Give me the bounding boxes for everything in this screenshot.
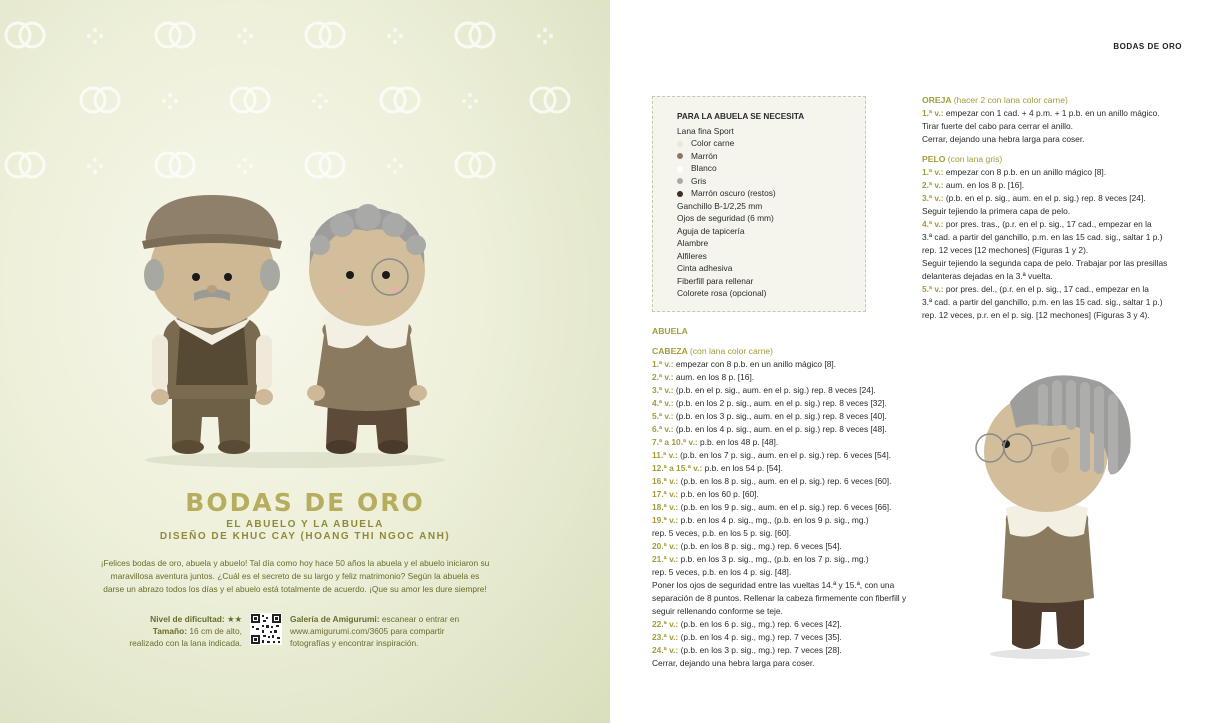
step-line: 2.ª v.: aum. en los 8 p. [16]. <box>652 372 755 382</box>
yarn-label: Lana fina Sport <box>677 125 734 136</box>
section-oreja: OREJA (hacer 2 con lana color carne) <box>922 95 1068 105</box>
step-line-cont: 3.ª cad. a partir del ganchillo, p.m. en las 15 cad. sig., saltar 1 p.) <box>922 297 1163 307</box>
materials-item: Aguja de tapicería <box>677 225 745 236</box>
designer-credit: DISEÑO DE KHUC CAY (HOANG THI NGOC ANH) <box>159 531 451 542</box>
step-line: 1.ª v.: empezar con 8 p.b. en un anillo mágico [8]. <box>652 359 837 369</box>
materials-box <box>652 96 866 312</box>
step-line: 2.ª v.: aum. en los 8 p. [16]. <box>922 180 1025 190</box>
color-item: Marrón <box>677 150 865 163</box>
section-pelo: PELO (con lana gris) <box>922 154 1003 164</box>
pelo-text: delanteras dejadas en la 3.ª vuelta. <box>922 271 1053 281</box>
step-line: 11.ª v.: (p.b. en los 7 p. sig., aum. en el p. sig.) rep. 6 veces [54]. <box>652 450 891 460</box>
size-note: realizado con la lana indicada. <box>129 638 242 648</box>
section-abuela: ABUELA <box>652 326 688 336</box>
swatch-icon <box>677 166 683 172</box>
color-item: Color carne <box>677 137 865 150</box>
size-label: Tamaño: <box>152 626 188 636</box>
swatch-icon <box>677 141 683 147</box>
step-line-cont: 3.ª cad. a partir del ganchillo, p.m. en las 15 cad. sig., saltar 1 p.) <box>922 232 1163 242</box>
color-item: Marrón oscuro (restos) <box>677 187 865 200</box>
step-line: 24.ª v.: (p.b. en los 3 p. sig., mg.) rep. 7 veces [28]. <box>652 645 842 655</box>
materials-item: Alambre <box>677 238 709 248</box>
step-line: 5.ª v.: por pres. del., (p.r. en el p. sig., 17 cad., empezar en la <box>922 284 1149 294</box>
oreja-text: Cerrar, dejando una hebra larga para coser. <box>922 134 1085 144</box>
cabeza-paragraph: Poner los ojos de seguridad entre las vueltas 14.ª y 15.ª, con una separación de 8 puntos. Rellenar la cabeza firmemente con fiberfill y seguir rellenando conforme se teje. <box>652 580 907 616</box>
size-value: 16 cm de alto, <box>189 626 242 636</box>
step-line-cont: rep. 12 veces [12 mechones] (Figuras 1 y 2). <box>922 245 1089 255</box>
gallery-text: escanear o entrar en <box>381 614 460 624</box>
step-line: 4.ª v.: (p.b. en los 2 p. sig., aum. en el p. sig.) rep. 8 veces [32]. <box>652 398 887 408</box>
oreja-text: Tirar fuerte del cabo para cerrar el anillo. <box>922 121 1073 131</box>
intro-text: ¡Felices bodas de oro, abuela y abuelo! Tal día como hoy hace 50 años la abuela y el abuelo iniciaron su maravillosa aventura juntos. ¿Cuál es el secreto de su largo y feliz matrimonio? Según la abuela es darse un abrazo todos los días y el abuelo está totalmente de acuerdo. ¡Que su amor les dure siempre! <box>100 558 490 594</box>
step-line: 6.ª v.: (p.b. en los 4 p. sig., aum. en el p. sig.) rep. 8 veces [48]. <box>652 424 887 434</box>
step-line: 3.ª v.: (p.b. en el p. sig., aum. en el p. sig.) rep. 8 veces [24]. <box>652 385 876 395</box>
swatch-icon <box>677 178 683 184</box>
materials-item: Cinta adhesiva <box>677 263 733 273</box>
materials-item: Colorete rosa (opcional) <box>677 288 767 298</box>
step-line: 18.ª v.: (p.b. en los 9 p. sig., aum. en el p. sig.) rep. 6 veces [66]. <box>652 502 892 512</box>
instructions-column-1 <box>652 325 907 670</box>
step-line: 1.ª v.: empezar con 8 p.b. en un anillo mágico [8]. <box>922 167 1107 177</box>
step-line: 5.ª v.: (p.b. en los 3 p. sig., aum. en el p. sig.) rep. 8 veces [40]. <box>652 411 887 421</box>
step-line: 19.ª v.: p.b. en los 4 p. sig., mg., (p.b. en los 9 p. sig., mg.) <box>652 515 869 525</box>
step-line: 20.ª v.: (p.b. en los 8 p. sig., mg.) rep. 6 veces [54]. <box>652 541 842 551</box>
pelo-text: Seguir tejiendo la primera capa de pelo. <box>922 206 1071 216</box>
grandma-side-photo <box>960 362 1150 662</box>
gallery-url[interactable]: www.amigurumi.com/3605 para compartir <box>290 626 445 636</box>
step-line-cont: rep. 5 veces, p.b. en los 5 p. sig. [60]. <box>652 528 792 538</box>
running-head: BODAS DE ORO <box>1113 42 1182 51</box>
gallery-info <box>290 613 470 649</box>
gallery-text-end: fotografías y encontrar inspiración. <box>290 638 419 648</box>
amigurumi-couple-photo <box>120 185 470 475</box>
grandma-doll <box>307 204 427 454</box>
instructions-column-2 <box>922 94 1187 322</box>
color-item: Gris <box>677 175 865 188</box>
gallery-label: Galería de Amigurumi: <box>290 614 380 624</box>
step-line: 3.ª v.: (p.b. en el p. sig., aum. en el p. sig.) rep. 8 veces [24]. <box>922 193 1146 203</box>
materials-item: Ojos de seguridad (6 mm) <box>677 213 774 223</box>
materials-item: Ganchillo B-1/2,25 mm <box>677 200 763 211</box>
qr-code-icon[interactable] <box>250 613 282 645</box>
pattern-subtitle: EL ABUELO Y LA ABUELA <box>226 519 384 530</box>
materials-item: Alfileres <box>677 250 707 261</box>
step-line-cont: rep. 12 veces, p.r. en el p. sig. [12 mechones] (Figuras 3 y 4). <box>922 310 1150 320</box>
step-line-cont: rep. 5 veces, p.b. en los 4 p. sig. [48]. <box>652 567 792 577</box>
pelo-text: Seguir tejiendo la segunda capa de pelo. Trabajar por las presillas <box>922 258 1168 268</box>
section-cabeza: CABEZA (con lana color carne) <box>652 346 774 356</box>
difficulty-label: Nivel de dificultad: <box>150 614 225 624</box>
pattern-meta <box>110 613 242 649</box>
step-line: 4.ª v.: por pres. tras., (p.r. en el p. sig., 17 cad., empezar en la <box>922 219 1152 229</box>
cabeza-end: Cerrar, dejando una hebra larga para coser. <box>652 658 815 668</box>
step-line: 22.ª v.: (p.b. en los 6 p. sig., mg.) rep. 6 veces [42]. <box>652 619 842 629</box>
step-line: 12.ª a 15.ª v.: p.b. en los 54 p. [54]. <box>652 463 783 473</box>
color-item: Blanco <box>677 162 865 175</box>
pattern-title: BODAS DE ORO <box>185 488 425 517</box>
swatch-icon <box>677 153 683 159</box>
step-line: 7.ª a 10.ª v.: p.b. en los 48 p. [48]. <box>652 437 779 447</box>
swatch-icon <box>677 191 683 197</box>
step-line: 16.ª v.: (p.b. en los 8 p. sig., aum. en el p. sig.) rep. 6 veces [60]. <box>652 476 892 486</box>
right-page <box>610 0 1220 723</box>
step-line: 23.ª v.: (p.b. en los 4 p. sig., mg.) rep. 7 veces [35]. <box>652 632 842 642</box>
step-line: 21.ª v.: p.b. en los 3 p. sig., mg., (p.b. en los 7 p. sig., mg.) <box>652 554 869 564</box>
step-line: 1.ª v.: empezar con 1 cad. + 4 p.m. + 1 p.b. en un anillo mágico. <box>922 108 1160 118</box>
difficulty-value: ★★ <box>226 614 242 624</box>
materials-item: Fiberfill para rellenar <box>677 275 754 286</box>
materials-title: PARA LA ABUELA SE NECESITA <box>677 112 805 121</box>
step-line: 17.ª v.: p.b. en los 60 p. [60]. <box>652 489 759 499</box>
grandpa-doll <box>142 195 282 454</box>
